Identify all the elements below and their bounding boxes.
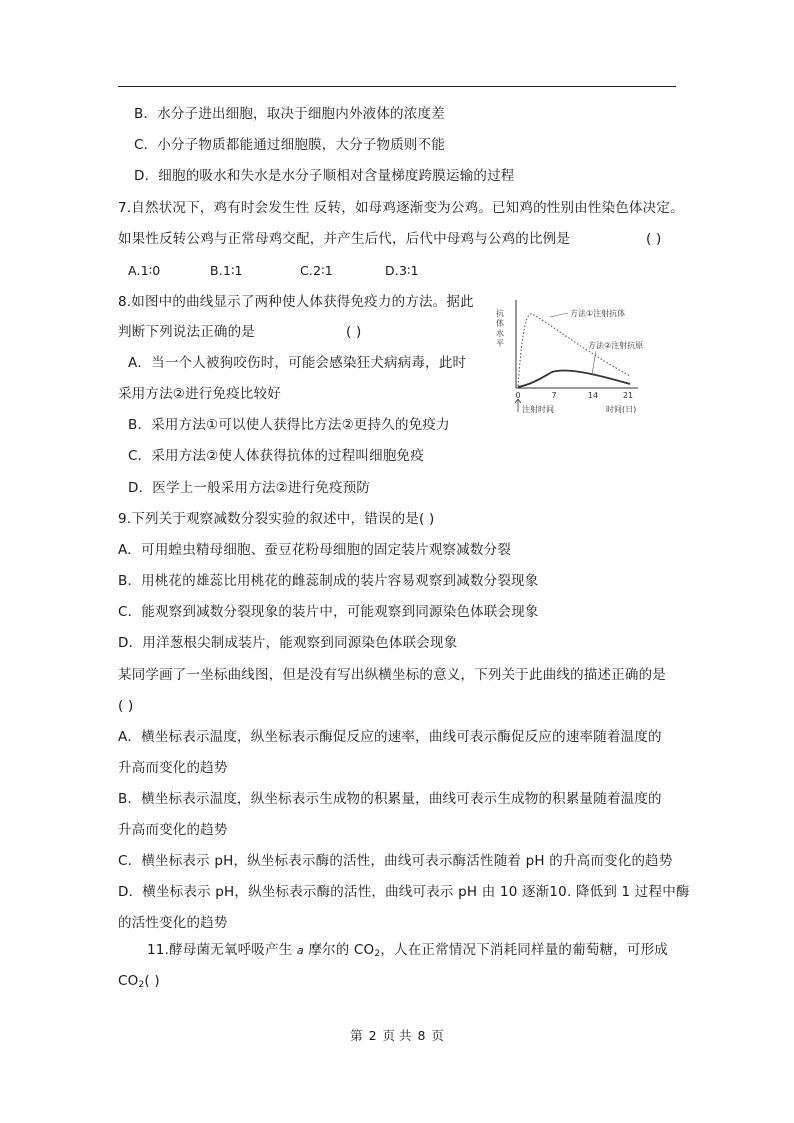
q7-option-d: D.3∶1 (385, 263, 419, 278)
q10-stem-line2: ( ) (118, 698, 134, 714)
antibody-level-figure (488, 292, 648, 417)
curve-2-pointer (592, 351, 596, 374)
q9-stem: 9.下列关于观察减数分裂实验的叙述中，错误的是( ) (118, 511, 435, 527)
q10-option-a-line1: A．横坐标表示温度，纵坐标表示酶促反应的速率，曲线可表示酶促反应的速率随着温度的 (118, 729, 662, 745)
x-tick-14: 14 (587, 391, 599, 400)
q10-option-c: C．横坐标表示 pH，纵坐标表示酶的活性，曲线可表示酶活性随着 pH 的升高而变化的趋势 (118, 853, 673, 869)
curve-1-pointer (550, 313, 568, 317)
injection-time-label: 注射时间 (522, 405, 554, 414)
q7-stem-line1: 7.自然状况下，鸡有时会发生性 反转，如母鸡逐渐变为公鸡。已知鸡的性别由性染色体决定。 (118, 200, 684, 216)
x-axis-unit-label: 时间(日) (606, 405, 637, 414)
q11-stem-part2: 摩尔的 CO (303, 942, 375, 958)
q10-option-d-line2: 的活性变化的趋势 (118, 915, 228, 931)
q7-stem-line2: 如果性反转公鸡与正常母鸡交配，并产生后代，后代中母鸡与公鸡的比例是 (118, 231, 571, 247)
q8-option-d: D．医学上一般采用方法②进行免疫预防 (128, 480, 371, 496)
footer-suffix: 页 (431, 1028, 444, 1043)
curve-2-label: 方法②注射抗原 (588, 341, 644, 350)
q8-option-b: B．采用方法①可以使人获得比方法②更持久的免疫力 (128, 417, 450, 433)
y-axis-label-2: 体 (496, 319, 504, 328)
q8-answer-bracket: ( ) (346, 324, 362, 340)
curve-method-2 (518, 371, 630, 388)
q8-option-a-line2: 采用方法②进行免疫比较好 (118, 386, 282, 402)
q10-stem-line1: 某同学画了一坐标曲线图，但是没有写出纵横坐标的意义，下列关于此曲线的描述正确的是 (118, 667, 666, 683)
q10-option-b-line1: B．横坐标表示温度，纵坐标表示生成物的积累量，曲线可表示生成物的积累量随着温度的 (118, 791, 662, 807)
q7-option-b: B.1∶1 (210, 263, 243, 278)
q7-option-a: A.1∶0 (128, 263, 161, 278)
q11-stem-line2 (118, 972, 160, 994)
footer-mid: 页 共 (382, 1028, 412, 1043)
q10-option-b-line2: 升高而变化的趋势 (118, 822, 228, 838)
q11-co2-subscript: 2 (138, 980, 145, 990)
page-footer (0, 1026, 794, 1044)
q11-subscript: 2 (374, 949, 381, 959)
header-rule (118, 86, 676, 87)
q9-option-b: B．用桃花的雄蕊比用桃花的雌蕊制成的装片容易观察到减数分裂现象 (118, 573, 539, 589)
curve-1-label: 方法①注射抗体 (570, 309, 626, 318)
y-axis-label-4: 平 (496, 339, 504, 348)
q6-option-b: B．水分子进出细胞，取决于细胞内外液体的浓度差 (134, 106, 445, 122)
q8-stem-line2: 判断下列说法正确的是 (118, 324, 255, 340)
q9-option-a: A．可用蝗虫精母细胞、蚕豆花粉母细胞的固定装片观察减数分裂 (118, 542, 512, 558)
x-tick-7: 7 (551, 391, 557, 400)
antibody-level-graph (488, 292, 648, 417)
q7-option-c: C.2∶1 (300, 263, 333, 278)
footer-prefix: 第 (350, 1028, 363, 1043)
q6-option-c: C．小分子物质都能通过细胞膜，大分子物质则不能 (134, 137, 446, 153)
y-axis-label-3: 水 (496, 329, 504, 338)
footer-total-pages: 8 (417, 1028, 426, 1043)
q11-stem-part1: 11.酵母菌无氧呼吸产生 (147, 942, 297, 958)
x-tick-21: 21 (622, 391, 634, 400)
q9-option-d: D．用洋葱根尖制成装片，能观察到同源染色体联会现象 (118, 635, 458, 651)
q9-option-c: C．能观察到减数分裂现象的装片中，可能观察到同源染色体联会现象 (118, 604, 539, 620)
q11-variable-a: a (296, 944, 304, 957)
y-axis-label-1: 抗 (496, 309, 504, 318)
q7-answer-bracket: ( ) (646, 231, 662, 247)
q6-option-d: D．细胞的吸水和失水是水分子顺相对含量梯度跨膜运输的过程 (134, 168, 515, 184)
footer-page-number: 2 (368, 1028, 377, 1043)
q8-option-a-line1: A．当一个人被狗咬伤时，可能会感染狂犬病病毒，此时 (128, 355, 467, 371)
q11-answer-bracket: ( ) (144, 973, 160, 989)
q8-option-c: C．采用方法②使人体获得抗体的过程叫细胞免疫 (128, 448, 424, 464)
q8-stem-line1: 8.如图中的曲线显示了两种使人体获得免疫力的方法。据此 (118, 294, 474, 310)
q11-stem-part3: ，人在正常情况下消耗同样量的葡萄糖，可形成 (380, 942, 669, 958)
q11-co2-text: CO (118, 973, 139, 989)
q10-option-d-line1: D．横坐标表示 pH，纵坐标表示酶的活性，曲线可表示 pH 由 10 逐渐10. 降低到 1 过程中酶 (118, 884, 690, 900)
q10-option-a-line2: 升高而变化的趋势 (118, 760, 228, 776)
x-tick-0: 0 (515, 391, 521, 400)
q11-stem-line1 (147, 941, 668, 963)
